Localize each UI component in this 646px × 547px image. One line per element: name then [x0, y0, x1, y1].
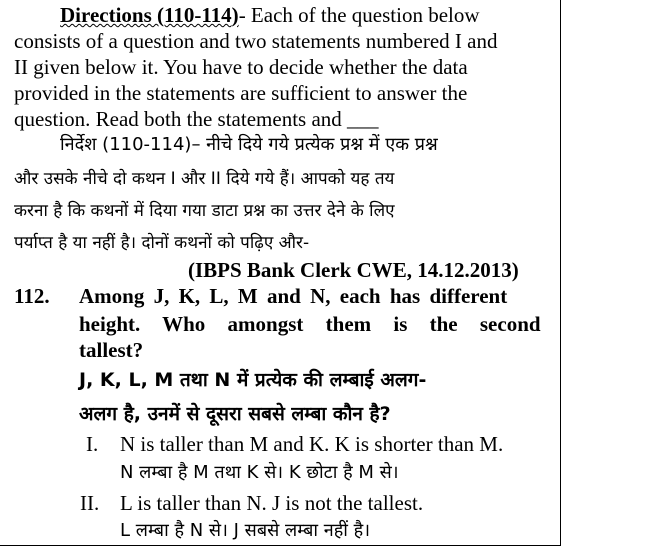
directions-hi-line-4: पर्याप्त है या नहीं है। दोनों कथनों को पढ़िए और-: [14, 233, 310, 253]
directions-hi-heading: निर्देश (110-114): [60, 134, 192, 155]
directions-hi-line-2: और उसके नीचे दो कथन I और II दिये गये हैं। आपको यह तय: [14, 169, 395, 189]
question-en-line-3: tallest?: [79, 338, 144, 362]
statement-2-hi: L लम्बा है N से। J सबसे लम्बा नहीं है।: [120, 520, 371, 541]
directions-hi-first-tail: – नीचे दिये गये प्रत्येक प्रश्न में एक प्रश्न: [191, 134, 438, 155]
statement-2-en: L is taller than N. J is not the tallest.: [120, 491, 424, 515]
directions-heading: Directions (110-114): [60, 3, 239, 27]
statement-1-hi: N लम्बा है M तथा K से। K छोटा है M से।: [120, 462, 399, 483]
question-hi-line-2: अलग है, उनमें से दूसरा सबसे लम्बा कौन है?: [79, 403, 391, 425]
question-number: 112.: [14, 284, 50, 308]
directions-hi-line-3: करना है कि कथनों में दिया गया डाटा प्रश्न का उत्तर देने के लिए: [14, 201, 395, 221]
directions-en-line-4: question. Read both the statements and ___: [14, 107, 379, 131]
question-en-line-2: height. Who amongst them is the second: [79, 312, 541, 336]
statement-1-en: N is taller than M and K. K is shorter than M.: [120, 432, 504, 456]
directions-heading-tail: - Each of the question below: [238, 3, 480, 27]
directions-en-line-3: provided in the statements are sufficient to answer the: [14, 81, 468, 105]
directions-en-line-2: II given below it. You have to decide whether the data: [14, 55, 468, 79]
question-hi-line-1: J, K, L, M तथा N में प्रत्येक की लम्बाई अलग-: [79, 369, 427, 391]
directions-heading-line: [60, 2, 480, 28]
statement-2-label: II.: [80, 491, 100, 515]
statement-1-label: I.: [86, 432, 99, 456]
question-en-line-1: Among J, K, L, M and N, each has different: [79, 284, 508, 308]
directions-en-line-1: consists of a question and two statements numbered I and: [14, 29, 498, 53]
source-citation: (IBPS Bank Clerk CWE, 14.12.2013): [188, 258, 519, 282]
directions-hi-line-1: [60, 132, 438, 158]
